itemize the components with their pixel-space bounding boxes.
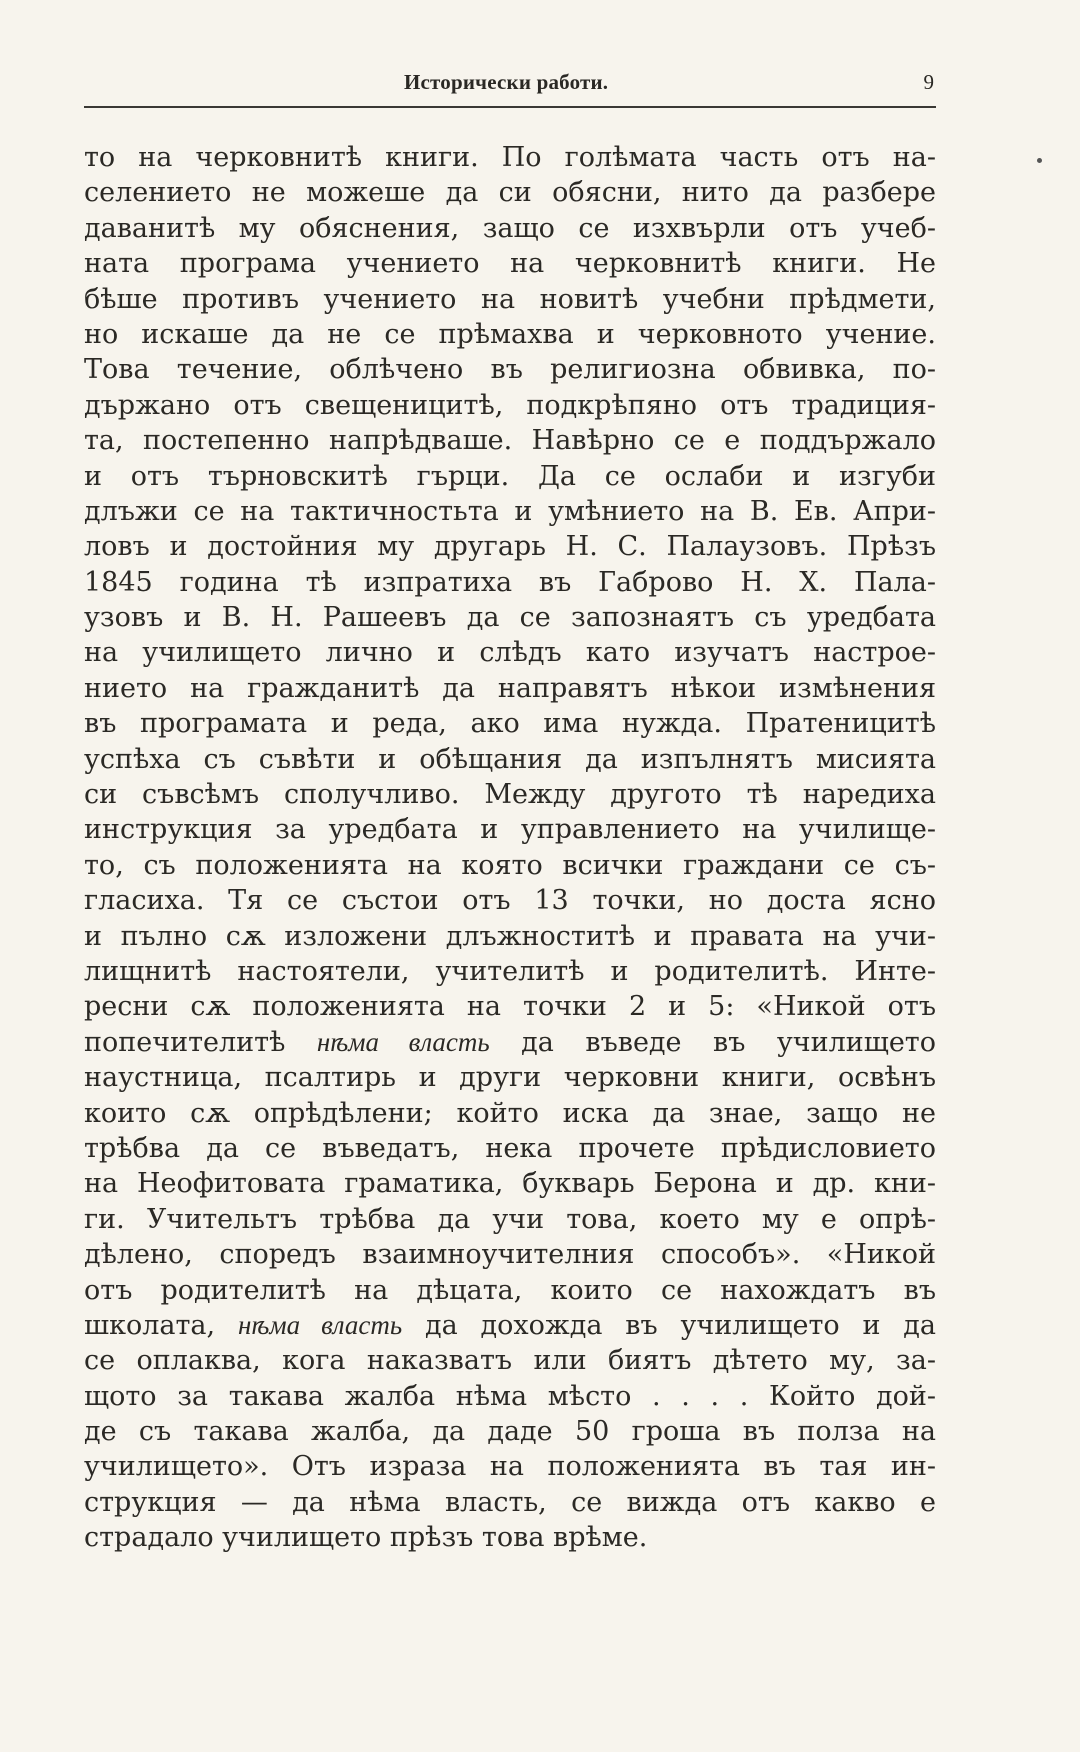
text-line: инструкция за уредбата и управлението на училище- — [84, 814, 936, 846]
text-line: де съ такава жалба, да даде 50 гроша въ полза на — [84, 1416, 936, 1448]
text-line: струкция — да нѣма власть, се вижда отъ какво е — [84, 1486, 936, 1518]
text-line: Това течение, облѣчено въ религиозна обвивка, по- — [84, 354, 936, 386]
text-line: успѣха съ съвѣти и обѣщания да изпълнятъ мисията — [84, 743, 936, 775]
text-line-with-emphasis — [84, 1025, 936, 1060]
text-line: си съвсѣмъ сполучливо. Между другото тѣ наредиха — [84, 779, 936, 811]
text-line: длъжи се на тактичностьта и умѣнието на В. Ев. Апри- — [84, 495, 936, 527]
text-line: даванитѣ му обяснения, защо се изхвърли отъ учеб- — [84, 212, 936, 244]
running-title: Исторически работи. — [404, 70, 609, 94]
text-line: щото за такава жалба нѣма мѣсто . . . . Който дой- — [84, 1380, 936, 1412]
text-line: наустница, псалтирь и други черковни книги, освѣнъ — [84, 1062, 936, 1094]
text-line-final: страдало училището прѣзъ това врѣме. — [84, 1522, 648, 1554]
line-text: попечителитѣ — [84, 1026, 317, 1058]
text-line: и отъ търновскитѣ гърци. Да се ослаби и изгуби — [84, 460, 936, 492]
text-line: отъ родителитѣ на дѣцата, които се нахождатъ въ — [84, 1274, 936, 1306]
body-text — [84, 140, 936, 1556]
ink-speck — [1037, 158, 1042, 163]
emphasis-text: нѣма власть — [316, 1026, 490, 1057]
text-line: ресни сѫ положенията на точки 2 и 5: «Никой отъ — [84, 991, 936, 1023]
emphasis-text: нѣма власть — [237, 1309, 403, 1340]
text-line: лищнитѣ настоятели, учителитѣ и родителитѣ. Инте- — [84, 955, 936, 987]
text-line: селението не можеше да си обясни, нито да разбере — [84, 177, 936, 209]
text-line: трѣбва да се въведатъ, нека прочете прѣдисловието — [84, 1132, 936, 1164]
text-line: узовъ и В. Н. Рашеевъ да се запознаятъ съ уредбата — [84, 602, 936, 634]
text-line: които сѫ опрѣдѣлени; който иска да знае, защо не — [84, 1097, 936, 1129]
text-line: то на черковнитѣ книги. По голѣмата часть отъ на- — [84, 142, 936, 173]
text-line: се оплаква, кога наказватъ или биятъ дѣтето му, за- — [84, 1345, 936, 1377]
line-text: да въведе въ училището — [489, 1026, 936, 1058]
line-text: школата, — [84, 1309, 238, 1341]
text-line: и пълно сѫ изложени длъжноститѣ и правата на учи- — [84, 920, 936, 952]
text-line: гласиха. Тя се състои отъ 13 точки, но доста ясно — [84, 885, 936, 917]
text-line: ги. Учительтъ трѣбва да учи това, което му е опрѣ- — [84, 1203, 936, 1235]
text-line: но искаше да не се прѣмахва и черковното учение. — [84, 318, 936, 350]
running-head — [84, 66, 936, 108]
text-line: то, съ положенията на която всички граждани се съ- — [84, 849, 936, 881]
text-line: нието на гражданитѣ да направятъ нѣкои измѣнения — [84, 672, 936, 704]
text-line: държано отъ свещеницитѣ, подкрѣпяно отъ традиция- — [84, 389, 936, 421]
text-line: дѣлено, споредъ взаимноучителния способъ». «Никой — [84, 1239, 936, 1271]
text-line-with-emphasis — [84, 1308, 936, 1343]
text-line: въ програмата и реда, ако има нужда. Пратеницитѣ — [84, 708, 936, 740]
text-line: ловъ и достойния му другарь Н. С. Палаузовъ. Прѣзъ — [84, 531, 936, 563]
page-number: 9 — [923, 70, 934, 94]
text-line: на Неофитовата граматика, букварь Берона и др. кни- — [84, 1168, 936, 1200]
text-line: та, постепенно напрѣдваше. Навѣрно се е поддържало — [84, 425, 936, 457]
text-line: училището». Отъ израза на положенията въ тая ин- — [84, 1451, 936, 1483]
text-line: 1845 година тѣ изпратиха въ Габрово Н. Х. Пала- — [84, 566, 936, 598]
text-line: на училището лично и слѣдъ като изучатъ настрое- — [84, 637, 936, 669]
text-line: бѣше противъ учението на новитѣ учебни прѣдмети, — [84, 283, 936, 315]
line-text: да дохожда въ училището и да — [402, 1309, 936, 1341]
text-line: ната програма учението на черковнитѣ книги. Не — [84, 248, 936, 280]
